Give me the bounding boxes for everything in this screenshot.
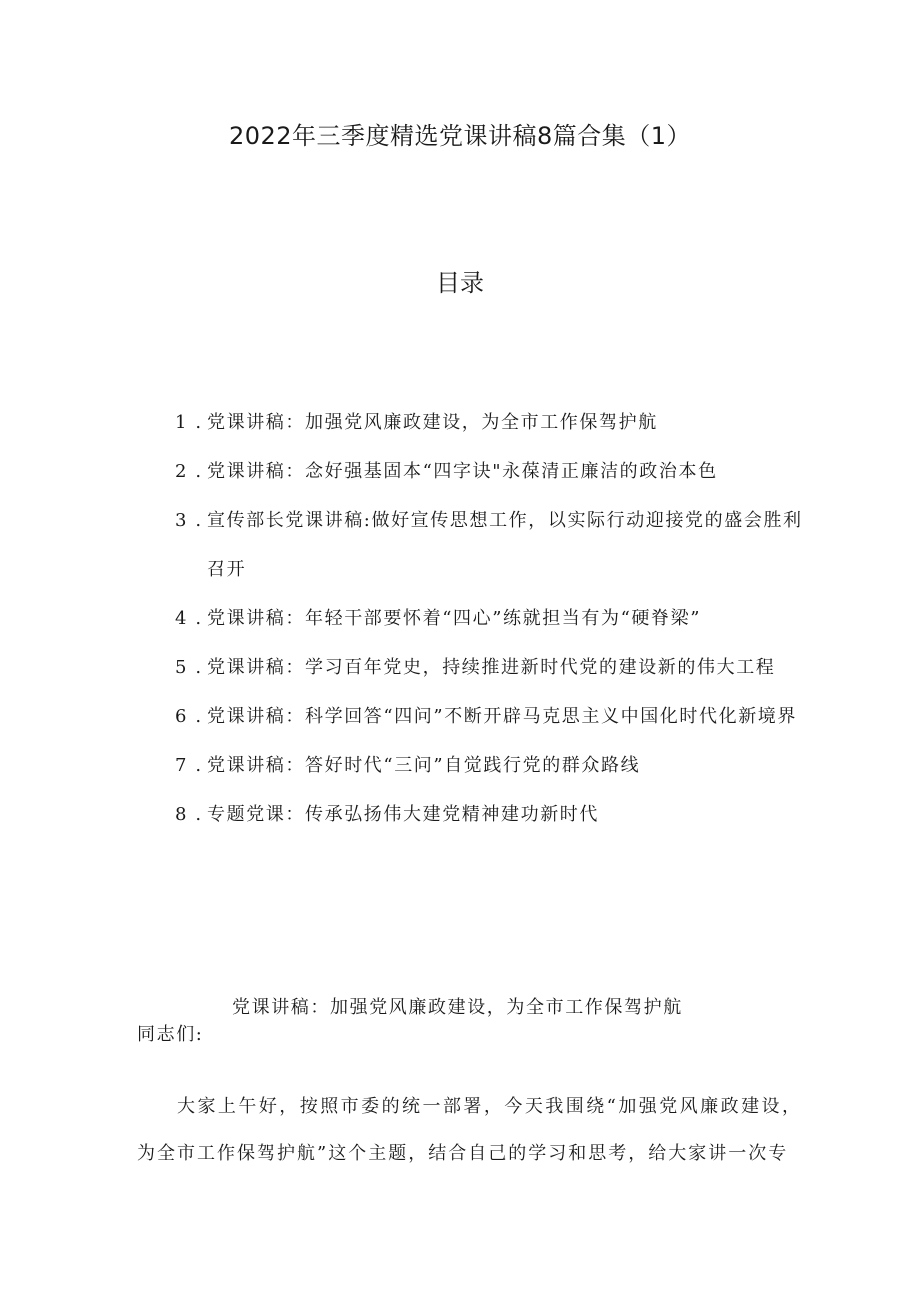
toc-number: 5 . [175, 657, 203, 678]
toc-text: 党课讲稿：科学回答“四问”不断开辟马克思主义中国化时代化新境界 [207, 706, 798, 727]
toc-number: 1 . [175, 412, 203, 433]
toc-item-7[interactable] [175, 741, 815, 790]
toc-text: 党课讲稿：答好时代“三问”自觉践行党的群众路线 [207, 755, 641, 776]
toc-number: 4 . [175, 608, 203, 629]
greeting: 同志们: [137, 1024, 204, 1045]
toc-heading: 目录 [436, 269, 484, 297]
toc-text: 党课讲稿：年轻干部要怀着“四心”练就担当有为“硬脊梁” [207, 608, 702, 629]
toc-item-2[interactable] [175, 447, 815, 496]
toc-item-5[interactable] [175, 643, 815, 692]
toc-item-8[interactable] [175, 790, 815, 839]
toc-item-6[interactable] [175, 692, 815, 741]
toc-number: 6 . [175, 706, 203, 727]
toc-number: 7 . [175, 755, 203, 776]
toc-number: 2 . [175, 461, 203, 482]
toc-number: 8 . [175, 804, 203, 825]
toc-item-1[interactable] [175, 398, 815, 447]
section-title: 党课讲稿：加强党风廉政建设，为全市工作保驾护航 [232, 997, 683, 1018]
toc-text: 党课讲稿：学习百年党史，持续推进新时代党的建设新的伟大工程 [207, 657, 776, 678]
toc-text: 专题党课：传承弘扬伟大建党精神建功新时代 [207, 804, 599, 825]
toc-text: 党课讲稿：念好强基固本“四字诀"永葆清正廉洁的政治本色 [207, 461, 718, 482]
body-paragraph: 大家上午好，按照市委的统一部署，今天我围绕“加强党风廉政建设，为全市工作保驾护航”这个主题，结合自己的学习和思考，给大家讲一次专 [137, 1096, 802, 1164]
document-title: 2022年三季度精选党课讲稿8篇合集（1） [228, 122, 692, 150]
toc-text: 宣传部长党课讲稿:做好宣传思想工作，以实际行动迎接党的盛会胜利召开 [207, 510, 803, 580]
toc-item-4[interactable] [175, 594, 815, 643]
toc-text: 党课讲稿：加强党风廉政建设，为全市工作保驾护航 [207, 412, 658, 433]
toc-number: 3 . [175, 510, 203, 531]
toc-item-3[interactable] [175, 496, 815, 594]
table-of-contents [175, 398, 815, 839]
